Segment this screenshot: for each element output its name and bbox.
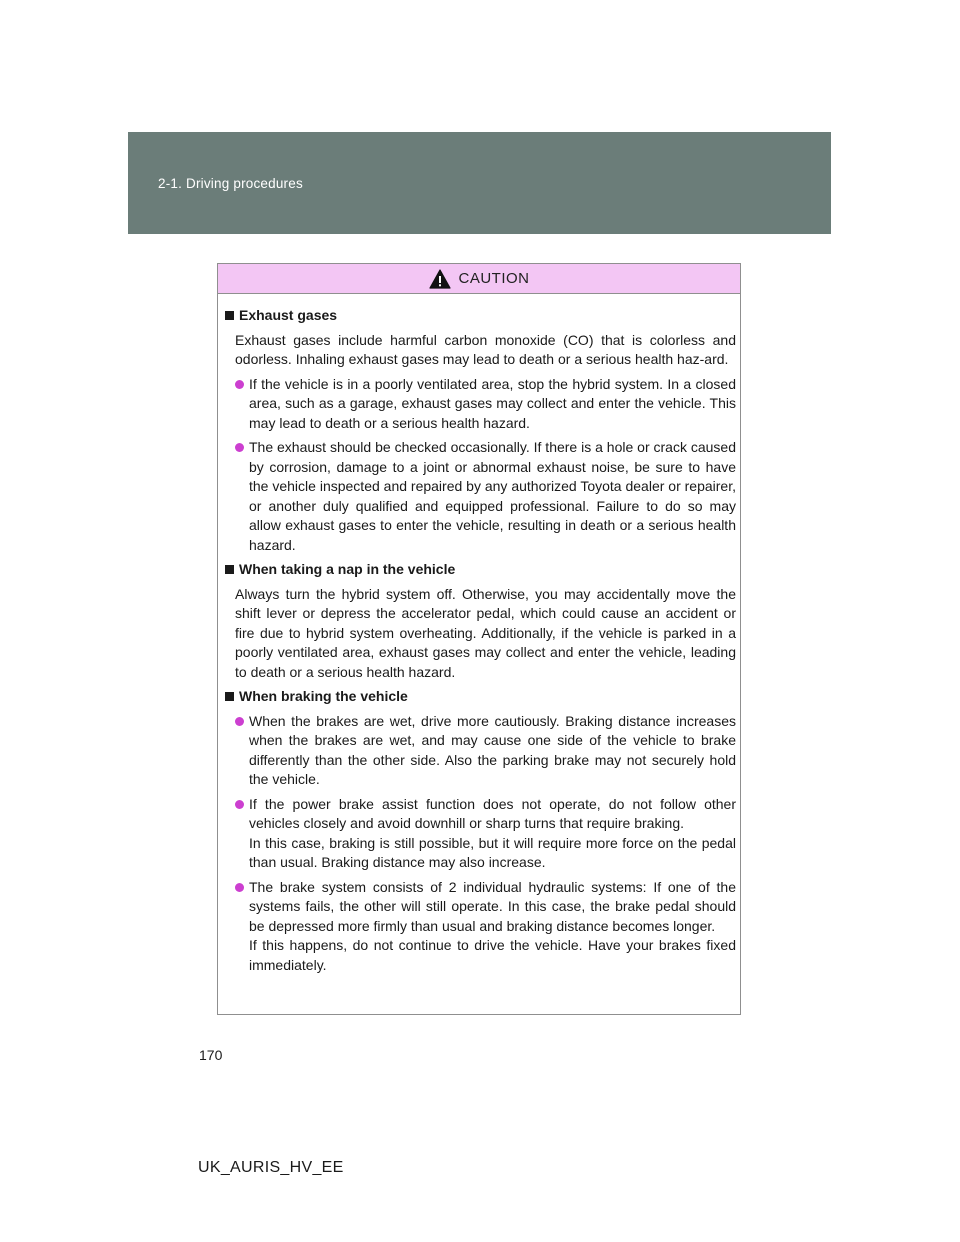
topic-title: When taking a nap in the vehicle xyxy=(239,561,456,577)
round-bullet-icon xyxy=(235,717,244,726)
bullet-text xyxy=(249,438,736,555)
bullet-item xyxy=(235,712,736,790)
round-bullet-icon xyxy=(235,800,244,809)
bullet-text xyxy=(249,712,736,790)
topic-title: Exhaust gases xyxy=(239,307,338,323)
square-bullet-icon xyxy=(225,565,234,574)
caution-label: CAUTION xyxy=(458,270,530,287)
bullet-text xyxy=(249,795,736,873)
caution-box xyxy=(217,263,741,1015)
bullet-text xyxy=(249,375,736,434)
topic-heading xyxy=(225,306,736,326)
bullet-item xyxy=(235,795,736,873)
bullet-text xyxy=(249,878,736,976)
topic-title: When braking the vehicle xyxy=(239,688,408,704)
bullet-paragraph: The exhaust should be checked occasionally. If there is a hole or crack caused by corrosion, damage to a joint or abnormal exhaust noise, be sure to have the vehicle inspected and repaired by any authorized Toyota dealer or repairer, or another duly qualified and equipped professional. Failure to do so may allow exhaust gases to enter the vehicle, resulting in death or a serious health hazard. xyxy=(249,439,736,553)
page-number: 170 xyxy=(199,1047,223,1063)
round-bullet-icon xyxy=(235,883,244,892)
square-bullet-icon xyxy=(225,311,234,320)
caution-header xyxy=(218,264,740,294)
bullet-paragraph: If the vehicle is in a poorly ventilated area, stop the hybrid system. In a closed area, such as a garage, exhaust gases may collect and enter the vehicle. This may lead to death or a serious health hazard. xyxy=(249,375,736,431)
square-bullet-icon xyxy=(225,692,234,701)
bullet-paragraph: In this case, braking is still possible, but it will require more force on the pedal than usual. Braking distance may also increase. xyxy=(249,834,736,870)
section-title: 2-1. Driving procedures xyxy=(158,176,303,191)
bullet-item xyxy=(235,375,736,434)
round-bullet-icon xyxy=(235,380,244,389)
topic-paragraph: Exhaust gases include harmful carbon monoxide (CO) that is colorless and odorless. Inhaling exhaust gases may lead to death or a serious health haz-ard. xyxy=(235,331,736,367)
bullet-item xyxy=(235,438,736,555)
header-band xyxy=(128,132,831,234)
bullet-paragraph: The brake system consists of 2 individual hydraulic systems: If one of the systems fails, the other will still operate. In this case, the brake pedal should be depressed more firmly than usual and braking distance becomes longer. xyxy=(249,878,736,934)
bullet-paragraph: If this happens, do not continue to drive the vehicle. Have your brakes fixed immediately. xyxy=(249,937,736,973)
round-bullet-icon xyxy=(235,443,244,452)
bullet-item xyxy=(235,878,736,976)
topic-paragraph: Always turn the hybrid system off. Otherwise, you may accidentally move the shift lever or depress the accelerator pedal, which could cause an accident or fire due to hybrid system overheating. Additionally, if the vehicle is parked in a poorly ventilated area, exhaust gases may collect and enter the vehicle, leading to death or a serious health hazard. xyxy=(235,585,736,680)
topic-heading xyxy=(225,687,736,707)
document-code: UK_AURIS_HV_EE xyxy=(198,1159,344,1176)
bullet-paragraph: When the brakes are wet, drive more cautiously. Braking distance increases when the brakes are wet, and may cause one side of the vehicle to brake differently than the other side. Also the parking brake may not securely hold the vehicle. xyxy=(249,712,736,787)
warning-triangle-icon xyxy=(429,269,451,289)
caution-body xyxy=(218,294,740,975)
topic-heading xyxy=(225,560,736,580)
bullet-paragraph: If the power brake assist function does not operate, do not follow other vehicles closely and avoid downhill or sharp turns that require braking. xyxy=(249,795,736,831)
